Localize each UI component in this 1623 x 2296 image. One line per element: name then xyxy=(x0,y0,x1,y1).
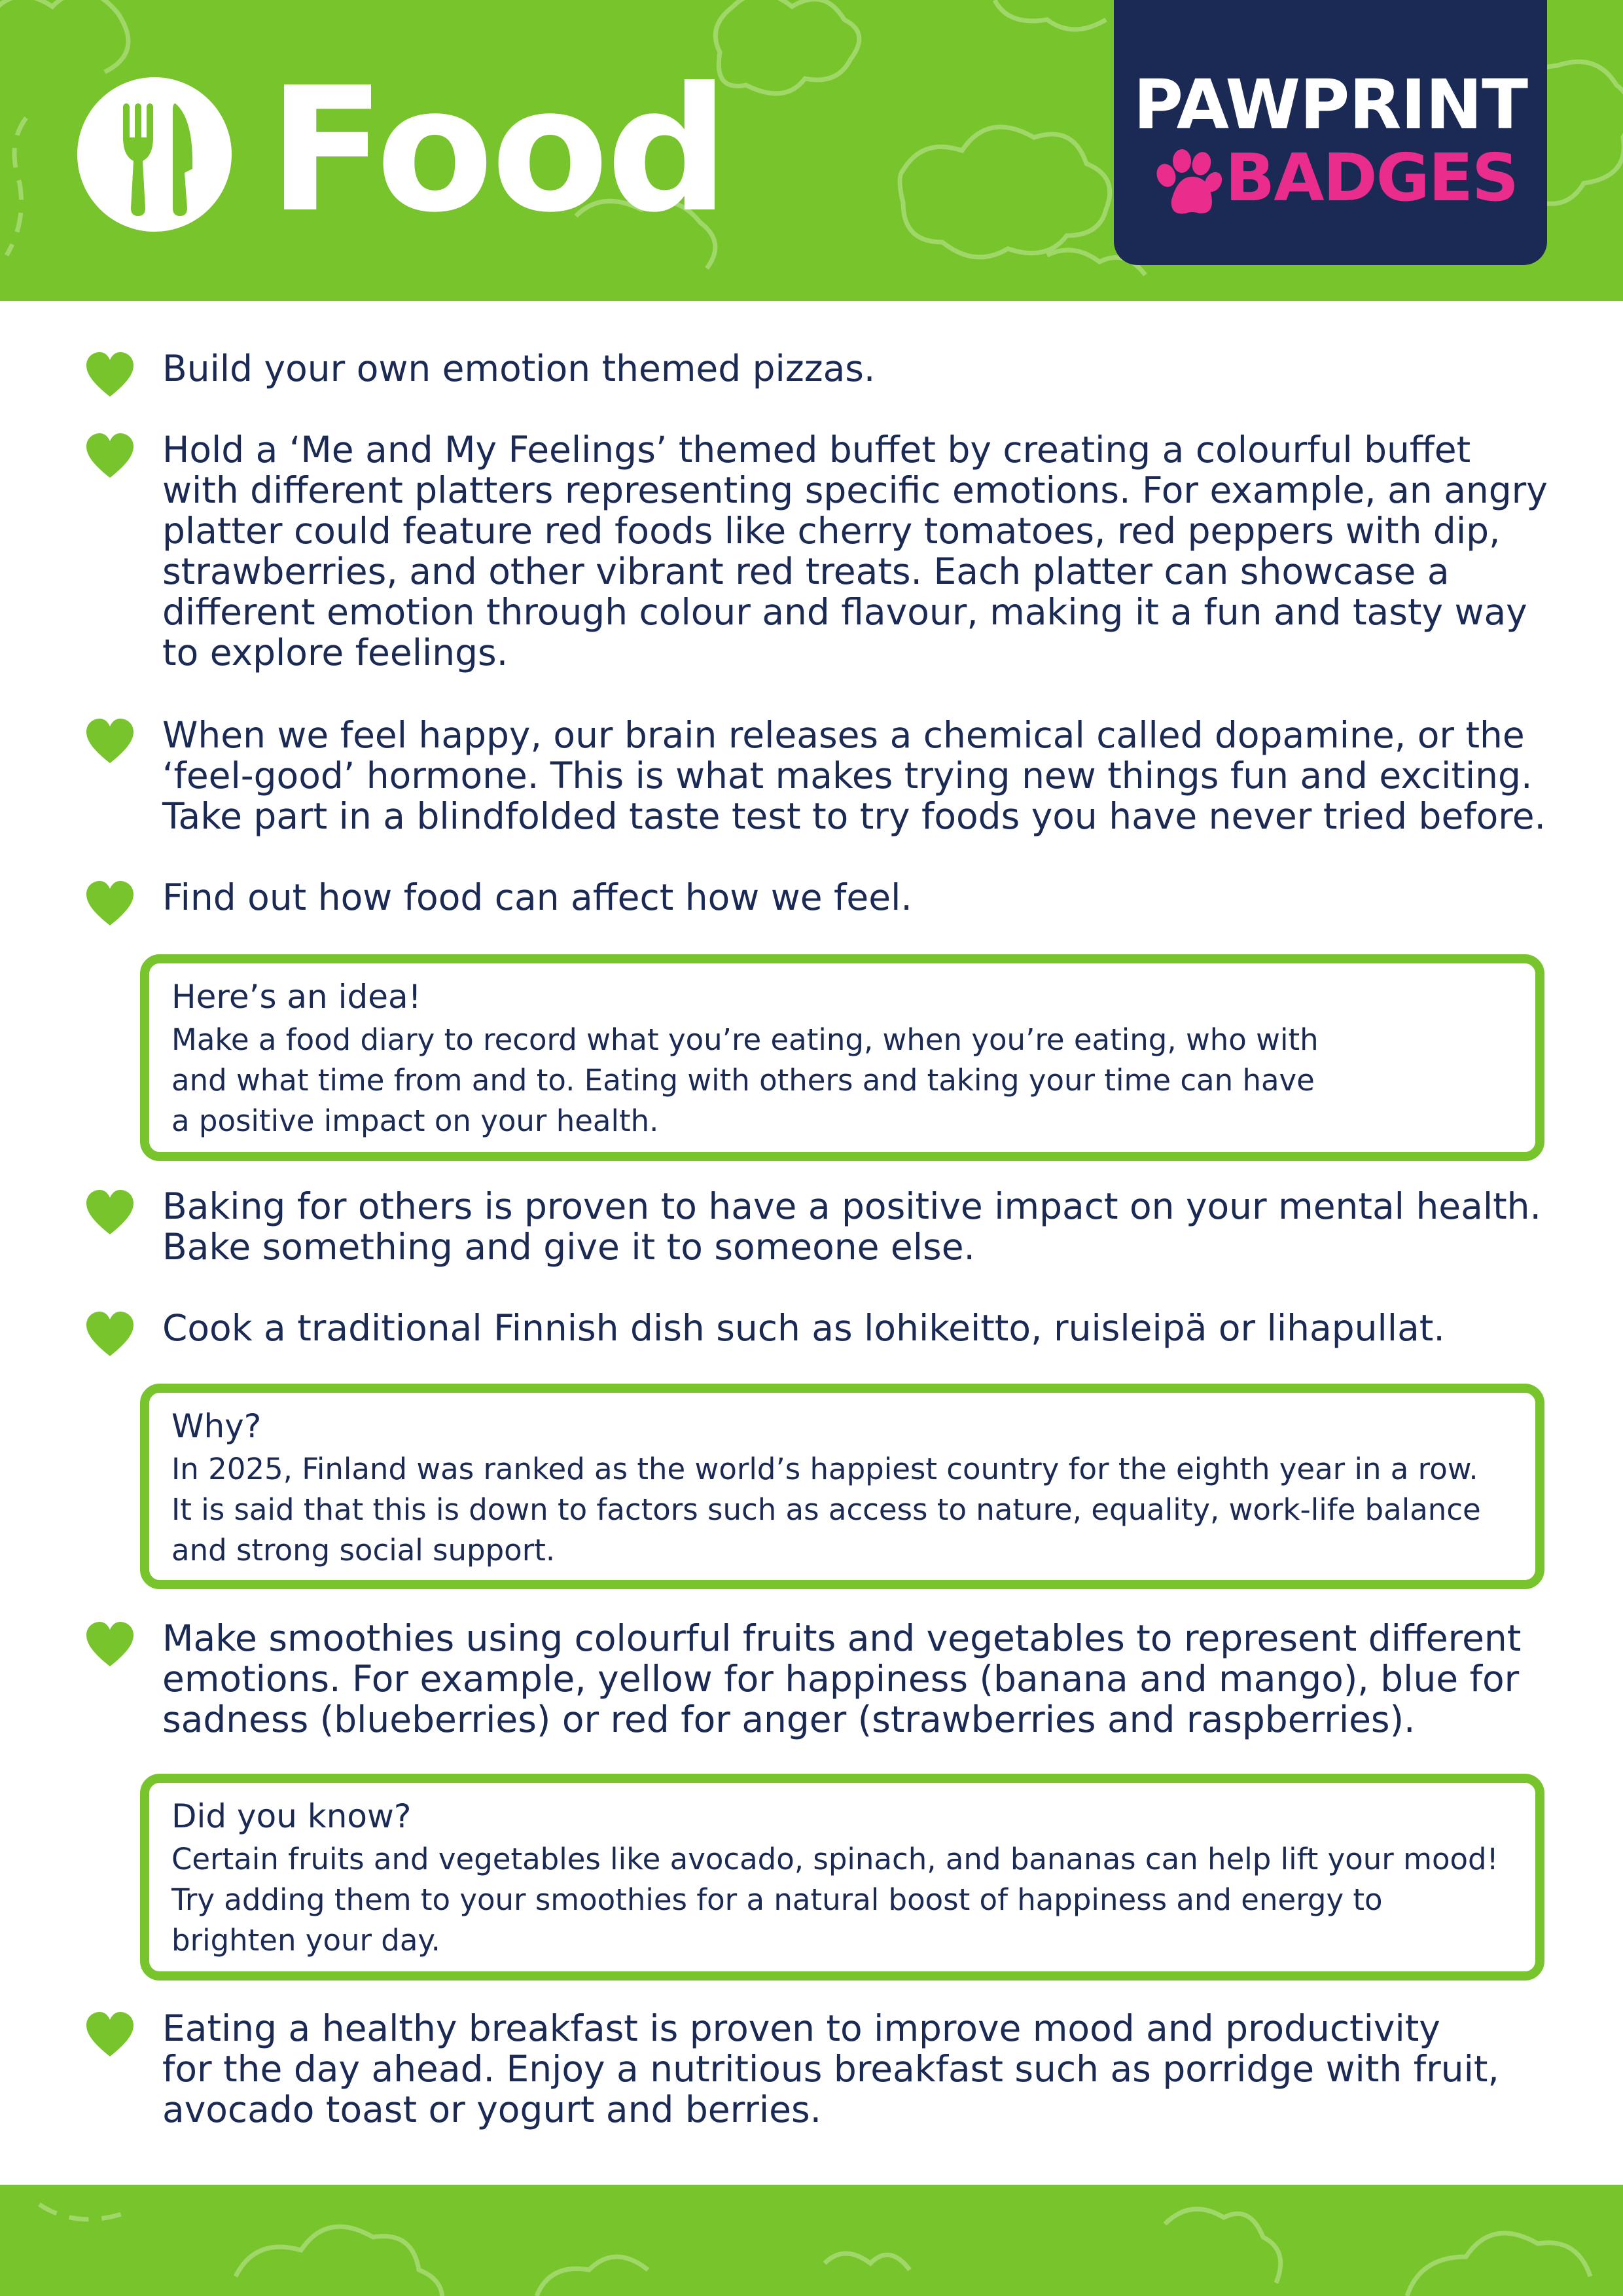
fork-knife-icon xyxy=(77,77,232,232)
box-title: Here’s an idea! xyxy=(171,978,421,1016)
logo-line-badges: BADGES xyxy=(1225,139,1518,216)
logo-line-pawprint: PAWPRINT xyxy=(1133,65,1528,145)
page-header xyxy=(0,0,1623,301)
food-badge xyxy=(77,77,232,232)
box-title: Did you know? xyxy=(171,1797,412,1835)
heart-bullet-icon xyxy=(86,1622,134,1669)
tip-box-idea xyxy=(140,954,1544,1161)
item-text: Cook a traditional Finnish dish such as lohikeitto, ruisleipä or lihapullat. xyxy=(162,1307,1445,1349)
item-text: Baking for others is proven to have a positive impact on your mental health. Bake something and give it to someone else. xyxy=(162,1185,1542,1268)
item-text: Hold a ‘Me and My Feelings’ themed buffet by creating a colourful buffet with different platters representing specific emotions. For example, an angry platter could feature red foods like cherry tomatoes, red peppers with dip, strawberries, and other vibrant red treats. Each platter can showcase a different emotion through colour and flavour, making it a fun and tasty way to explore feelings. xyxy=(162,429,1548,673)
box-text: In 2025, Finland was ranked as the world’s happiest country for the eighth year in a row. It is said that this is down to factors such as access to nature, equality, work-life balance and strong social support. xyxy=(171,1452,1481,1568)
box-text: Make a food diary to record what you’re eating, when you’re eating, who with and what time from and to. Eating with others and taking your time can have a positive impact on your health. xyxy=(171,1022,1319,1138)
box-text: Certain fruits and vegetables like avocado, spinach, and bananas can help lift your mood! Try adding them to your smoothies for a natural boost of happiness and energy to brighten your day. xyxy=(171,1842,1499,1958)
heart-bullet-icon xyxy=(86,433,134,480)
heart-bullet-icon xyxy=(86,2012,134,2059)
heart-bullet-icon xyxy=(86,1312,134,1359)
page-footer xyxy=(0,2185,1623,2296)
heart-bullet-icon xyxy=(86,881,134,928)
item-text: Find out how food can affect how we feel. xyxy=(162,876,912,918)
tip-box-did-you-know xyxy=(140,1774,1544,1981)
heart-bullet-icon xyxy=(86,352,134,399)
cloud-pattern xyxy=(0,2185,1623,2296)
heart-bullet-icon xyxy=(86,1190,134,1237)
box-title: Why? xyxy=(171,1407,262,1445)
paw-icon xyxy=(1152,149,1224,215)
item-text: When we feel happy, our brain releases a chemical called dopamine, or the ‘feel-good’ hormone. This is what makes trying new things fun and exciting. Take part in a blindfolded taste test to try foods you have never tried before. xyxy=(162,714,1546,837)
tip-box-why xyxy=(140,1384,1544,1589)
item-text: Eating a healthy breakfast is proven to improve mood and productivity for the day ahead. Enjoy a nutritious breakfast such as porridge with fruit, avocado toast or yogurt and berries. xyxy=(162,2007,1499,2130)
pawprint-badges-logo xyxy=(1114,0,1547,265)
item-text: Build your own emotion themed pizzas. xyxy=(162,348,876,389)
page-title: Food xyxy=(268,50,726,250)
heart-bullet-icon xyxy=(86,719,134,766)
item-text: Make smoothies using colourful fruits and vegetables to represent different emotions. For example, yellow for happiness (banana and mango), blue for sadness (blueberries) or red for anger (strawberries and raspberries). xyxy=(162,1617,1522,1740)
